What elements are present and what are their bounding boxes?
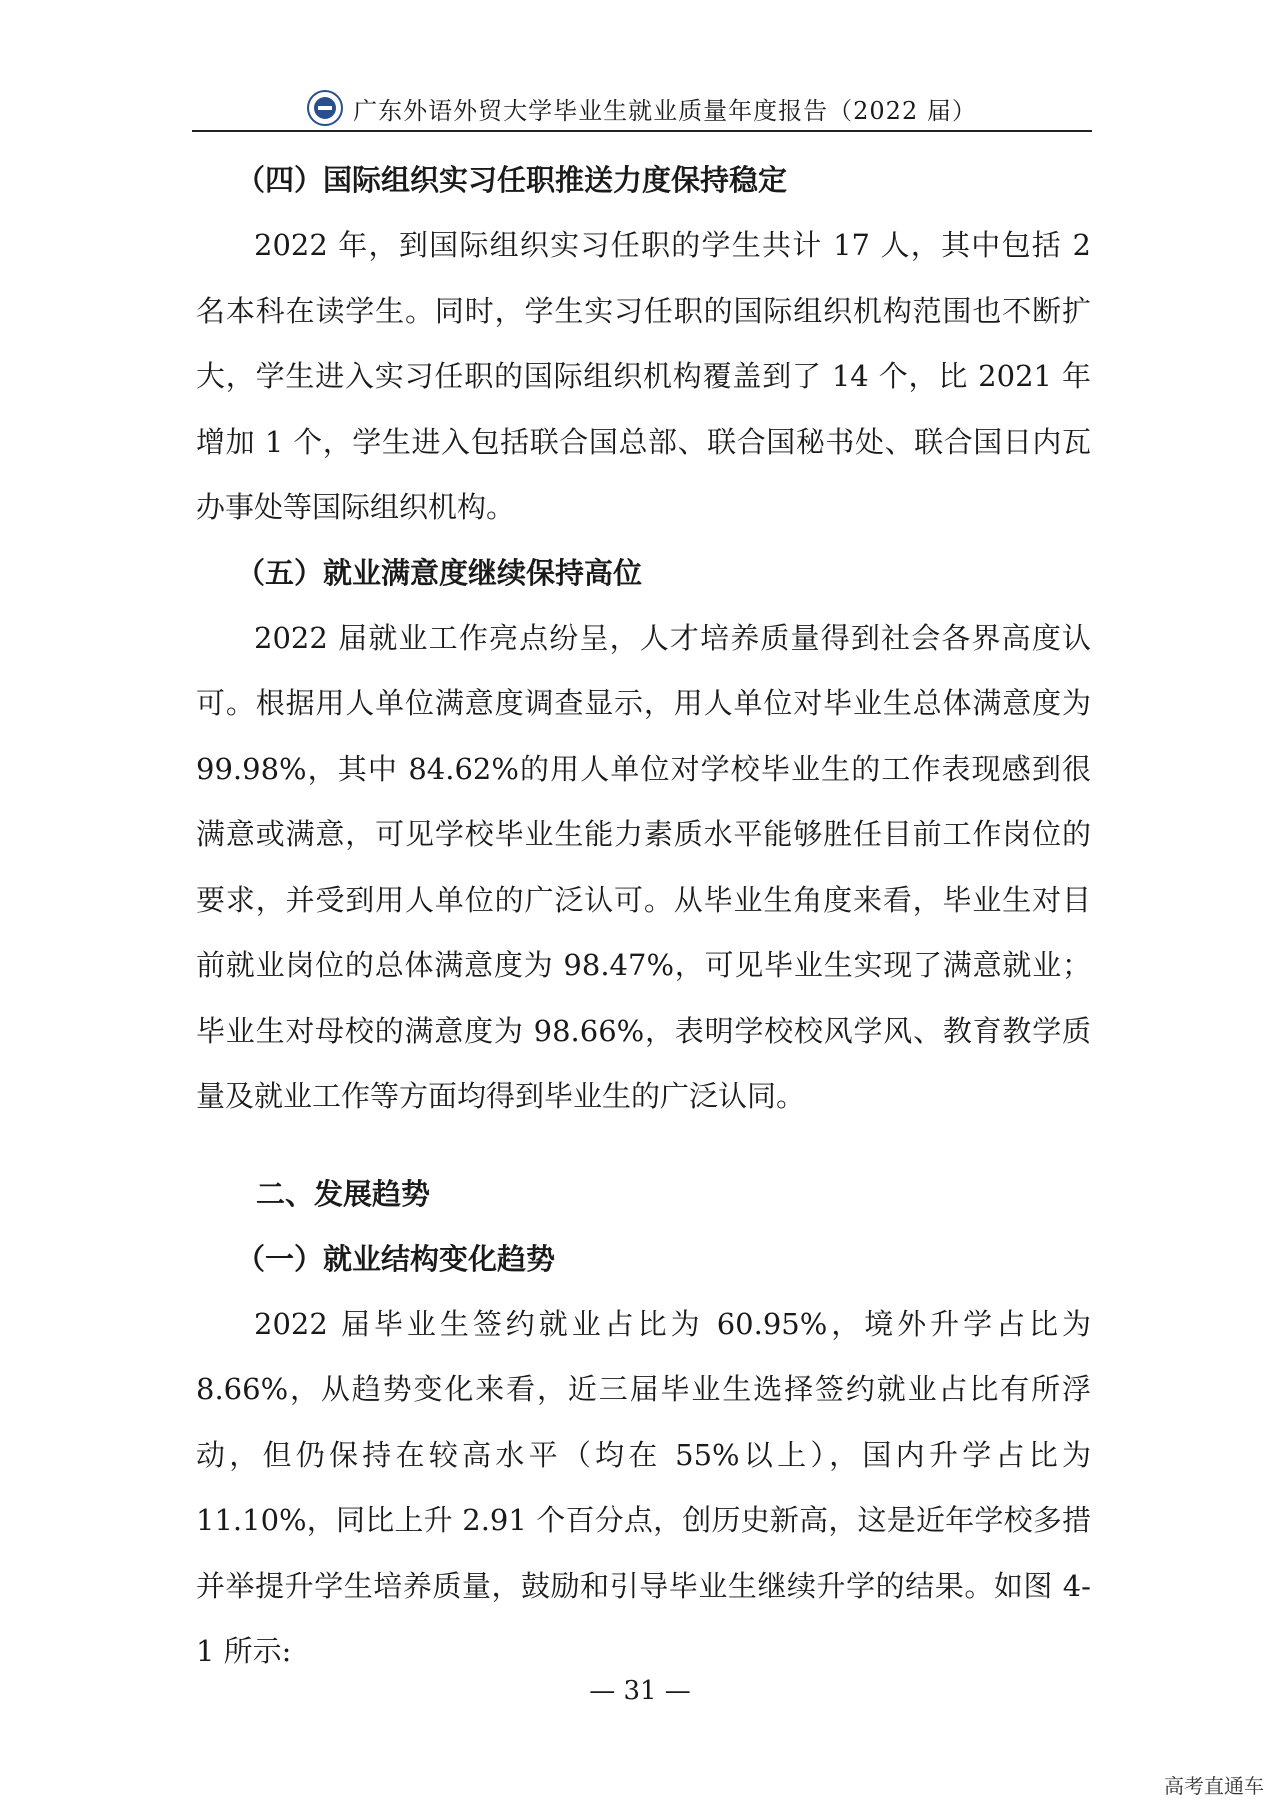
- section-heading-2-1: （一）就业结构变化趋势: [236, 1241, 556, 1276]
- section-2-1-paragraph: 2022 届毕业生签约就业占比为 60.95%，境外升学占比为 8.66%，从趋势变化来看，近三届毕业生选择签约就业占比有所浮动，但仍保持在较高水平（均在 55%以上），国内升学占比为 11.10%，同比上升 2.91 个百分点，创历史新高，这是近年学校多措并举提升学生培养质量，鼓励和引导毕业生继续升学的结果。如图 4-1 所示:: [196, 1306, 1091, 1668]
- section-heading-4: （四）国际组织实习任职推送力度保持稳定: [236, 163, 788, 197]
- section-5-paragraph: 2022 届就业工作亮点纷呈，人才培养质量得到社会各界高度认可。根据用人单位满意度调查显示，用人单位对毕业生总体满意度为 99.98%，其中 84.62%的用人单位对学校毕业生的工作表现感到很满意或满意，可见学校毕业生能力素质水平能够胜任目前工作岗位的要求，并受到用人单位的广泛认可。从毕业生角度来看，毕业生对目前就业岗位的总体满意度为 98.47%，可见毕业生实现了满意就业；毕业生对母校的满意度为 98.66%，表明学校校风学风、教育教学质量及就业工作等方面均得到毕业生的广泛认同。: [196, 620, 1091, 1113]
- page-header: [192, 86, 1092, 130]
- section-heading-5: （五）就业满意度继续保持高位: [236, 555, 643, 590]
- section-4-paragraph: 2022 年，到国际组织实习任职的学生共计 17 人，其中包括 2 名本科在读学生。同时，学生实习任职的国际组织机构范围也不断扩大，学生进入实习任职的国际组织机构覆盖到了 14 个，比 2021 年增加 1 个，学生进入包括联合国总部、联合国秘书处、联合国日内瓦办事处等国际组织机构。: [196, 228, 1091, 524]
- watermark: 高考直通车: [1164, 1774, 1264, 1798]
- page-number: — 31 —: [589, 1676, 691, 1706]
- university-seal-icon: [307, 90, 343, 126]
- document-body: [196, 148, 1091, 1685]
- part-heading-development-trend: 二、发展趋势: [256, 1176, 431, 1211]
- header-divider: [192, 130, 1092, 132]
- header-title: 广东外语外贸大学毕业生就业质量年度报告（2022 届）: [353, 96, 977, 125]
